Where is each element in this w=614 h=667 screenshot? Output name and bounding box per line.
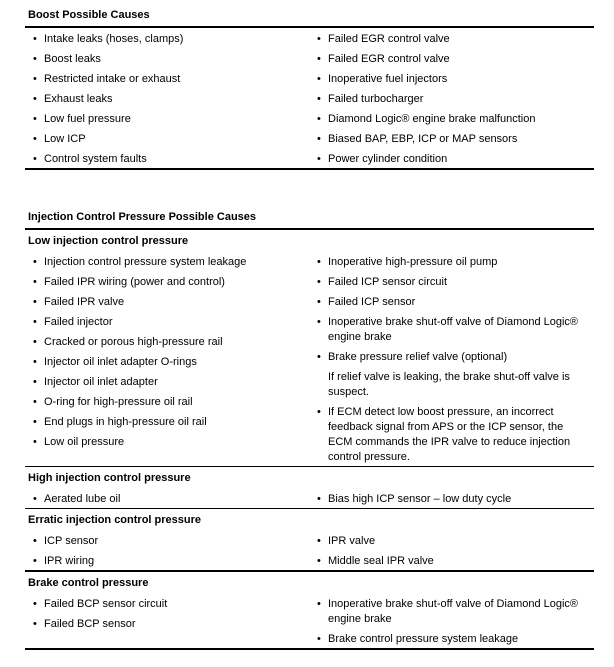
- cause-text: Exhaust leaks: [44, 93, 113, 105]
- bullet-icon: •: [317, 153, 321, 165]
- cause-list-item: [309, 492, 594, 507]
- bullet-icon: •: [317, 296, 321, 308]
- cause-list-item: [25, 597, 309, 612]
- cause-text: Inoperative fuel injectors: [328, 73, 448, 85]
- bullet-icon: •: [317, 493, 321, 505]
- cause-list-item: [309, 112, 594, 127]
- erratic-icp-columns: [25, 534, 594, 570]
- cause-text: IPR wiring: [44, 555, 95, 567]
- cause-text: Inoperative high-pressure oil pump: [328, 256, 498, 268]
- cause-text: Failed EGR control valve: [328, 53, 450, 65]
- bullet-icon: •: [33, 535, 37, 547]
- cause-text: Injector oil inlet adapter: [44, 376, 158, 388]
- cause-text: Control system faults: [44, 153, 147, 165]
- cause-text: Injector oil inlet adapter O-rings: [44, 356, 197, 368]
- cause-list-item: [25, 315, 309, 330]
- bullet-icon: •: [317, 555, 321, 567]
- cause-list-item: [25, 554, 309, 569]
- bullet-icon: •: [33, 396, 37, 408]
- boost-causes-columns: [25, 28, 594, 168]
- icp-causes-table: [25, 211, 594, 650]
- cause-list-item: [25, 132, 309, 147]
- bullet-icon: •: [33, 376, 37, 388]
- bullet-icon: •: [317, 351, 321, 363]
- cause-text: Failed turbocharger: [328, 93, 424, 105]
- erratic-icp-left-column: [25, 534, 309, 569]
- cause-list-item: [25, 355, 309, 370]
- cause-text: Low oil pressure: [44, 436, 125, 448]
- cause-text: Low fuel pressure: [44, 113, 131, 125]
- bullet-icon: •: [317, 93, 321, 105]
- cause-text: Inoperative brake shut-off valve of Diamond Logic® engine brake: [328, 598, 579, 625]
- subsection-heading-low: Low injection control pressure: [28, 235, 189, 247]
- subsection-heading-brake: Brake control pressure: [28, 577, 149, 589]
- bullet-icon: •: [33, 33, 37, 45]
- cause-list-item: [25, 152, 309, 167]
- cause-text: Intake leaks (hoses, clamps): [44, 33, 184, 45]
- cause-text: Cracked or porous high-pressure rail: [44, 336, 223, 348]
- cause-text: Failed EGR control valve: [328, 33, 450, 45]
- cause-text: Low ICP: [44, 133, 86, 145]
- cause-list-item: [25, 255, 309, 270]
- cause-list-item: [25, 112, 309, 127]
- cause-text: If relief valve is leaking, the brake shut-off valve is suspect.: [328, 371, 570, 398]
- cause-text: Bias high ICP sensor – low duty cycle: [328, 493, 512, 505]
- cause-text: Injection control pressure system leakage: [44, 256, 247, 268]
- cause-text: Failed IPR valve: [44, 296, 125, 308]
- bullet-icon: •: [317, 316, 321, 328]
- bullet-icon: •: [317, 633, 321, 645]
- cause-list-item: [309, 554, 594, 569]
- cause-list-item: [25, 395, 309, 410]
- cause-list-item: [309, 255, 594, 270]
- cause-list-item: [25, 295, 309, 310]
- cause-list-item: [25, 32, 309, 47]
- cause-text: End plugs in high-pressure oil rail: [44, 416, 207, 428]
- note-item: [309, 370, 594, 400]
- cause-list-item: [25, 534, 309, 549]
- bullet-icon: •: [33, 153, 37, 165]
- bullet-icon: •: [33, 436, 37, 448]
- subsection-high-icp: [25, 467, 594, 508]
- cause-list-item: [309, 52, 594, 67]
- subsection-heading-erratic: Erratic injection control pressure: [28, 514, 201, 526]
- bullet-icon: •: [317, 53, 321, 65]
- cause-list-item: [309, 534, 594, 549]
- bullet-icon: •: [33, 618, 37, 630]
- high-icp-right-column: [309, 492, 594, 507]
- boost-causes-table: [25, 9, 594, 170]
- cause-list-item: [309, 32, 594, 47]
- cause-list-item: [309, 275, 594, 290]
- cause-text: Aerated lube oil: [44, 493, 121, 505]
- bullet-icon: •: [33, 113, 37, 125]
- cause-list-item: [25, 375, 309, 390]
- cause-text: Diamond Logic® engine brake malfunction: [328, 113, 536, 125]
- cause-list-item: [309, 72, 594, 87]
- cause-text: Failed ICP sensor: [328, 296, 416, 308]
- cause-list-item: [309, 152, 594, 167]
- bullet-icon: •: [33, 598, 37, 610]
- table-end-rule: [25, 168, 594, 170]
- cause-list-item: [25, 415, 309, 430]
- bullet-icon: •: [33, 316, 37, 328]
- boost-right-column: [309, 32, 594, 167]
- bullet-icon: •: [33, 336, 37, 348]
- low-icp-left-column: [25, 255, 309, 450]
- cause-list-item: [309, 632, 594, 647]
- subsection-heading-high: High injection control pressure: [28, 472, 191, 484]
- cause-text: Failed BCP sensor circuit: [44, 598, 168, 610]
- low-icp-columns: [25, 255, 594, 466]
- cause-text: Brake control pressure system leakage: [328, 633, 519, 645]
- subsection-erratic-icp: [25, 509, 594, 570]
- cause-text: Failed ICP sensor circuit: [328, 276, 448, 288]
- cause-list-item: [309, 350, 594, 365]
- bullet-icon: •: [317, 598, 321, 610]
- boost-left-column: [25, 32, 309, 167]
- bullet-icon: •: [33, 256, 37, 268]
- cause-list-item: [309, 92, 594, 107]
- cause-list-item: [25, 335, 309, 350]
- brake-control-right-column: [309, 597, 594, 647]
- cause-list-item: [25, 52, 309, 67]
- subsection-low-icp: [25, 230, 594, 466]
- subsection-brake-control: [25, 572, 594, 648]
- bullet-icon: •: [33, 493, 37, 505]
- cause-text: Power cylinder condition: [328, 153, 448, 165]
- bullet-spacer: [309, 370, 328, 400]
- cause-list-item: [309, 132, 594, 147]
- brake-control-columns: [25, 597, 594, 648]
- cause-text: Boost leaks: [44, 53, 101, 65]
- bullet-icon: •: [317, 113, 321, 125]
- bullet-icon: •: [317, 133, 321, 145]
- cause-list-item: [25, 435, 309, 450]
- cause-list-item: [25, 72, 309, 87]
- cause-list-item: [25, 275, 309, 290]
- bullet-icon: •: [33, 133, 37, 145]
- bullet-icon: •: [33, 53, 37, 65]
- table-end-rule: [25, 648, 594, 650]
- bullet-icon: •: [317, 535, 321, 547]
- cause-text: If ECM detect low boost pressure, an incorrect feedback signal from APS or the ICP sensor, the ECM commands the IPR valve to reduce injection control pressure.: [328, 406, 571, 463]
- cause-text: Middle seal IPR valve: [328, 555, 434, 567]
- cause-text: O-ring for high-pressure oil rail: [44, 396, 193, 408]
- cause-text: Brake pressure relief valve (optional): [328, 351, 508, 363]
- table-title-boost: Boost Possible Causes: [28, 9, 150, 21]
- cause-text: Biased BAP, EBP, ICP or MAP sensors: [328, 133, 518, 145]
- cause-text: Failed IPR wiring (power and control): [44, 276, 225, 288]
- bullet-icon: •: [317, 276, 321, 288]
- cause-text: Inoperative brake shut-off valve of Diamond Logic® engine brake: [328, 316, 579, 343]
- high-icp-left-column: [25, 492, 309, 507]
- cause-list-item: [309, 597, 594, 627]
- cause-text: Failed BCP sensor: [44, 618, 136, 630]
- cause-list-item: [309, 295, 594, 310]
- cause-list-item: [25, 617, 309, 632]
- bullet-icon: •: [33, 416, 37, 428]
- table-title-icp: Injection Control Pressure Possible Causes: [28, 211, 257, 223]
- bullet-icon: •: [33, 296, 37, 308]
- bullet-icon: •: [33, 93, 37, 105]
- cause-list-item: [309, 405, 594, 465]
- bullet-icon: •: [33, 276, 37, 288]
- bullet-icon: •: [317, 73, 321, 85]
- cause-list-item: [25, 92, 309, 107]
- cause-text: Restricted intake or exhaust: [44, 73, 181, 85]
- cause-text: IPR valve: [328, 535, 376, 547]
- bullet-icon: •: [317, 406, 321, 418]
- cause-text: Failed injector: [44, 316, 113, 328]
- brake-control-left-column: [25, 597, 309, 632]
- bullet-icon: •: [317, 256, 321, 268]
- bullet-icon: •: [317, 33, 321, 45]
- bullet-icon: •: [33, 356, 37, 368]
- low-icp-right-column: [309, 255, 594, 465]
- cause-text: ICP sensor: [44, 535, 99, 547]
- bullet-icon: •: [33, 73, 37, 85]
- cause-list-item: [25, 492, 309, 507]
- bullet-icon: •: [33, 555, 37, 567]
- erratic-icp-right-column: [309, 534, 594, 569]
- cause-list-item: [309, 315, 594, 345]
- high-icp-columns: [25, 492, 594, 508]
